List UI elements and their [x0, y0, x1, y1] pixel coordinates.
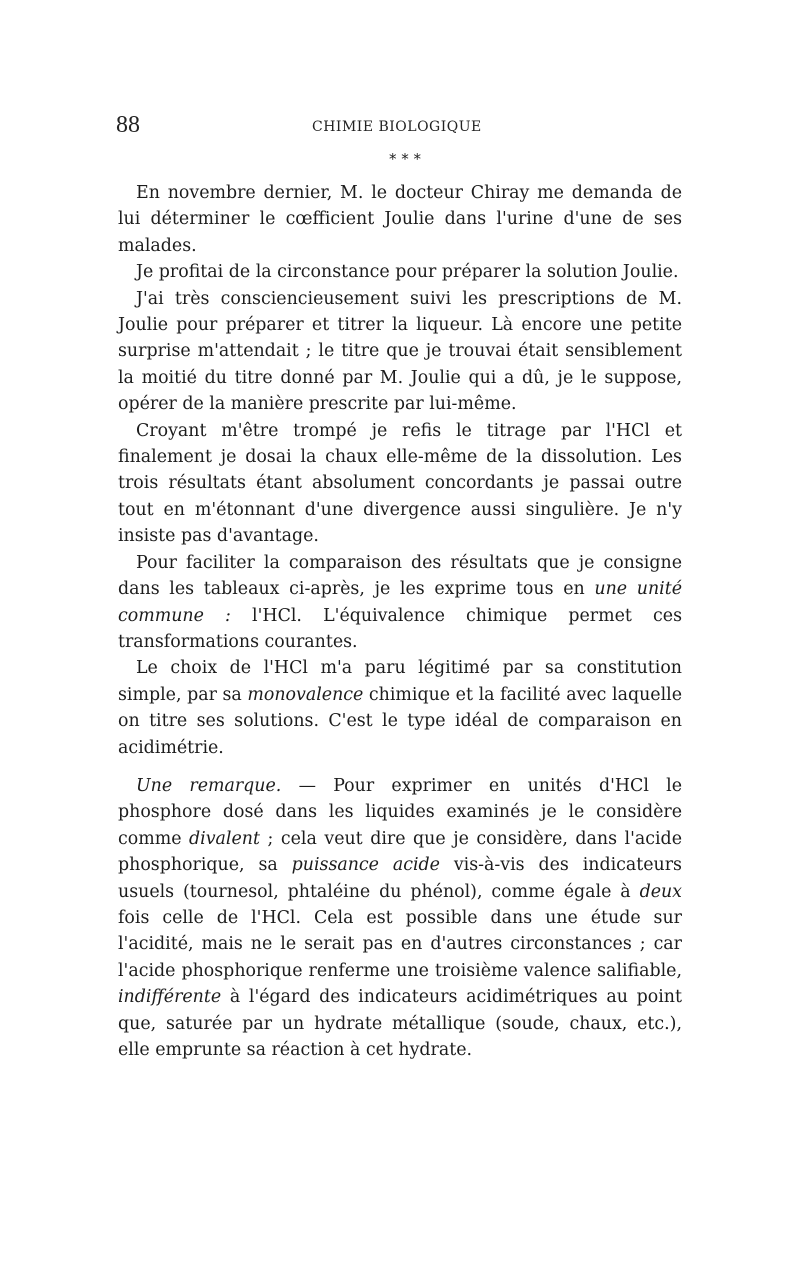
running-header: [116, 112, 684, 142]
paragraph-4: Croyant m'être trompé je refis le titrage par l'HCl et finalement je dosai la chaux elle-même de la dissolution. Les trois résultats étant absolument concordants je passai outre tout en m'étonnant d'une divergence aussi singulière. Je n'y insiste pas d'avantage.: [118, 420, 682, 547]
paragraph-7-text-e: à l'égard des indicateurs acidimétriques au point que, saturée par un hydrate métallique (soude, chaux, etc.), elle emprunte sa réaction à cet hydrate.: [118, 987, 682, 1060]
paragraph-5: [118, 550, 682, 656]
paragraph-7-emphasis-b: puissance acide: [291, 855, 440, 876]
paragraph-6-text: Le choix de l'HCl m'a paru légitimé par sa constitution simple, par sa: [118, 658, 682, 705]
running-title: CHIMIE BIOLOGIQUE: [312, 119, 482, 135]
paragraph-7-emphasis-d: indifférente: [118, 987, 222, 1008]
paragraph-7-emphasis-c: deux: [639, 881, 682, 902]
paragraph-6-emphasis: monovalence: [247, 684, 364, 705]
paragraph-6-text-end: chimique et la facilité avec laquelle on titre ses solutions. C'est le type idéal de comparaison en acidimétrie.: [118, 684, 682, 758]
paragraph-7: [118, 773, 682, 1063]
paragraph-7-lead: Une remarque.: [136, 775, 282, 796]
paragraph-7-emphasis-a: divalent: [189, 828, 260, 849]
asterism-separator: * * *: [388, 150, 422, 168]
paragraph-7-text-c: vis-à-vis des indicateurs usuels (tournesol, phtaléine du phénol), comme égale à: [118, 855, 682, 902]
page-number: 88: [116, 112, 140, 138]
paragraph-6: [118, 655, 682, 761]
paragraph-7-text-d: fois celle de l'HCl. Cela est possible dans une étude sur l'acidité, mais ne le serait pas en d'autres circonstances ; car l'acide phosphorique renferme une troisième valence salifiable,: [118, 907, 682, 981]
paragraph-2: Je profitai de la circonstance pour préparer la solution Joulie.: [136, 262, 679, 283]
paragraph-5-text: Pour faciliter la comparaison des résultats que je consigne dans les tableaux ci-après, je les exprime tous en: [118, 552, 682, 600]
paragraph-7-text-b: ; cela veut dire que je considère, dans l'acide phosphorique, sa: [118, 828, 682, 876]
paragraph-3: J'ai très consciencieusement suivi les prescriptions de M. Joulie pour préparer et titrer la liqueur. Là encore une petite surprise m'attendait ; le titre que je trouvai était sensiblement la moitié du titre donné par M. Joulie qui a dû, je le suppose, opérer de la manière prescrite par lui-même.: [118, 288, 682, 415]
paragraph-1: En novembre dernier, M. le docteur Chiray me demanda de lui déterminer le cœfficient Joulie dans l'urine d'une de ses malades.: [118, 183, 682, 256]
paragraph-5-text-end: l'HCl. L'équivalence chimique permet ces transformations courantes.: [118, 605, 682, 652]
paragraph-5-emphasis: une unité commune :: [118, 579, 682, 626]
body-text: [118, 180, 682, 1063]
paragraph-7-text-a: — Pour exprimer en unités d'HCl le phosphore dosé dans les liquides examinés je le considère comme: [118, 775, 683, 849]
